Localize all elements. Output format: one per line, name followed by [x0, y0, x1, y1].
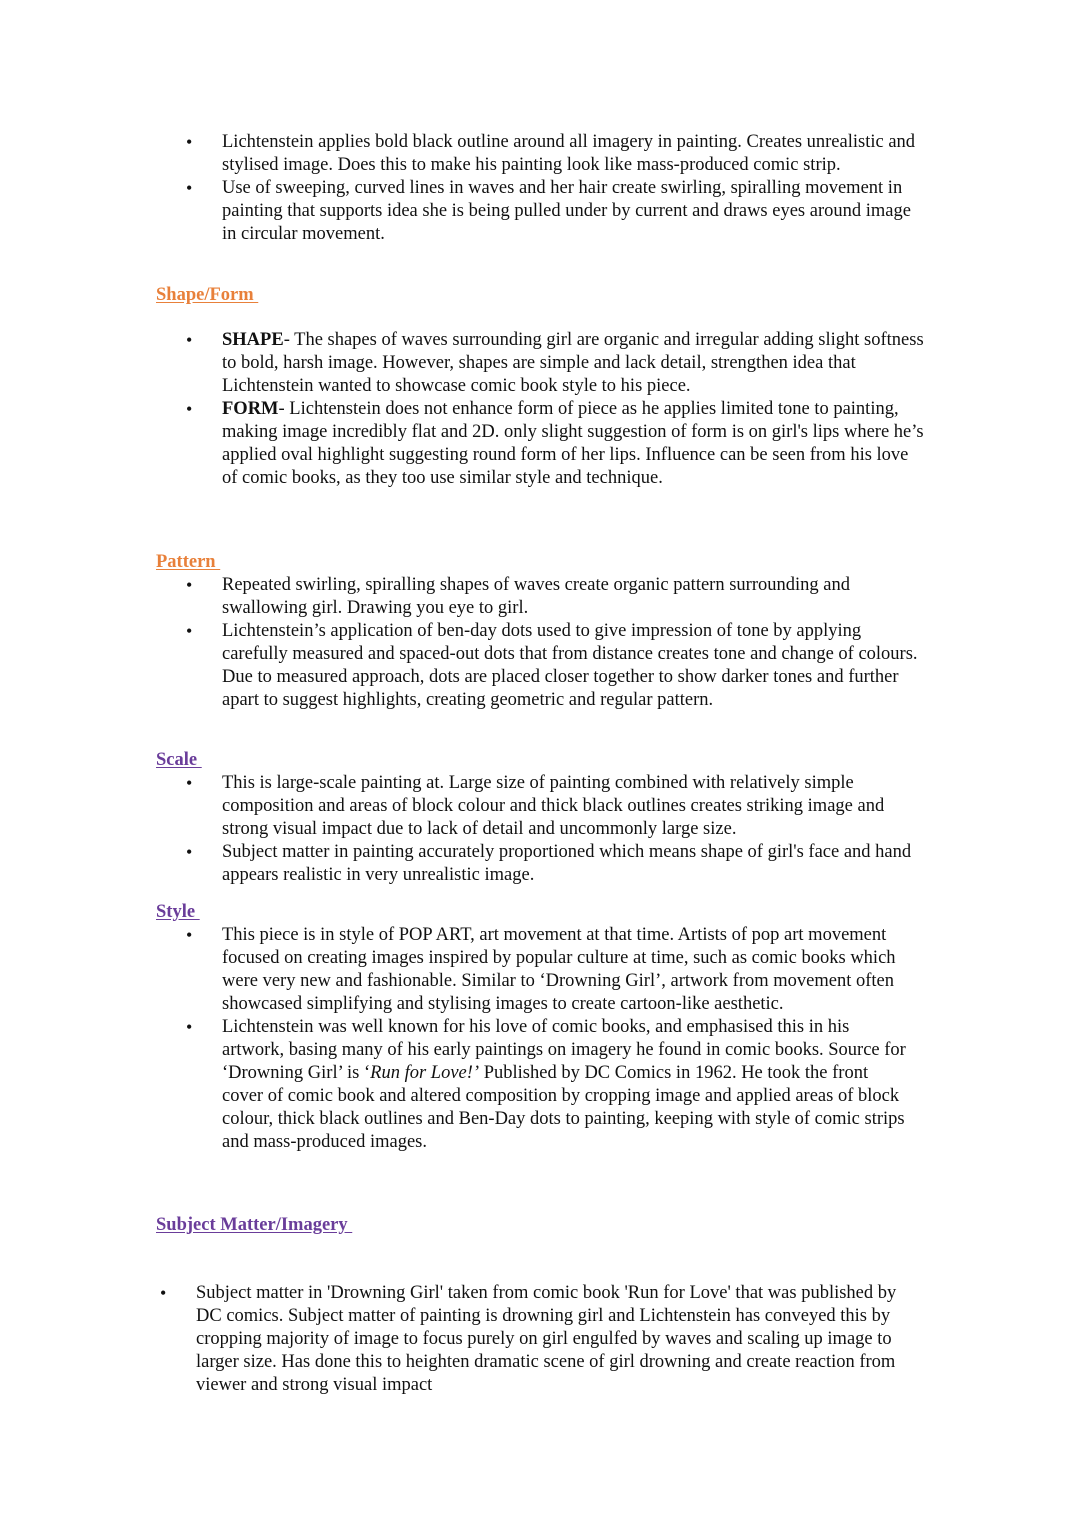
- form-label: FORM: [222, 399, 279, 419]
- list-item: [186, 1016, 912, 1154]
- list-item: [186, 620, 927, 712]
- scale-bullet-list: [186, 772, 932, 887]
- list-item-text: Subject matter in painting accurately proportioned which means shape of girl's face and hand appears realistic in very unrealistic image.: [222, 842, 912, 885]
- list-item-text: This piece is in style of POP ART, art movement at that time. Artists of pop art movement focused on creating images inspired by popular culture at time, such as comic books which were very new and fashionable. Similar to ‘Drowning Girl’, artwork from movement often showcased simplifying and stylising images to create cartoon-like aesthetic.: [222, 925, 896, 1014]
- list-item-text: This is large-scale painting at. Large size of painting combined with relatively simple composition and areas of block colour and thick black outlines creates striking image and strong visual impact due to lack of detail and uncommonly large size.: [222, 773, 885, 839]
- list-item: [186, 329, 927, 398]
- list-item-text: Repeated swirling, spiralling shapes of waves create organic pattern surrounding and swallowing girl. Drawing you eye to girl.: [222, 575, 850, 618]
- bullet-icon: •: [186, 1017, 193, 1037]
- pattern-bullet-list: [186, 574, 927, 712]
- list-item-text-part: Lichtenstein was well known for his love of comic books, and emphasised this in his artwork, basing many of his early paintings on imagery he found in comic books. Source for ‘Drowning Girl’ is ‘: [222, 1017, 906, 1083]
- list-item-text: Lichtenstein’s application of ben-day dots used to give impression of tone by applying carefully measured and spaced-out dots that from distance creates tone and change of colours. Due to measured approach, dots are placed closer together to show darker tones and further apart to suggest highlights, creating geometric and regular pattern.: [222, 621, 918, 710]
- list-item-text-part: Published by DC Comics in 1962. He took the front cover of comic book and altered composition by cropping image and applied areas of block colour, thick black outlines and Ben-Day dots to painting, keeping with style of comic strips and mass-produced images.: [222, 1063, 905, 1152]
- list-item: [186, 574, 927, 620]
- bullet-icon: •: [186, 925, 193, 945]
- shape-label: SHAPE: [222, 330, 284, 350]
- section-heading-shape-form: Shape/Form: [156, 285, 259, 305]
- section-heading-pattern: Pattern: [156, 552, 221, 572]
- bullet-icon: •: [186, 842, 193, 862]
- shape-form-bullet-list: [186, 329, 927, 490]
- bullet-icon: •: [186, 575, 193, 595]
- list-item: [186, 131, 927, 177]
- section-heading-style: Style: [156, 902, 200, 922]
- list-item: [186, 398, 927, 490]
- form-text: - Lichtenstein does not enhance form of piece as he applies limited tone to painting, making image incredibly flat and 2D. only slight suggestion of form is on girl's lips where he’s applied oval highlight suggesting round form of her lips. Influence can be seen from his love of comic books, as they too use similar style and technique.: [222, 399, 924, 488]
- comic-title: Run for Love!’: [370, 1063, 480, 1083]
- list-item: [186, 924, 912, 1016]
- list-item-text: Lichtenstein applies bold black outline around all imagery in painting. Creates unrealistic and stylised image. Does this to make his painting look like mass-produced comic strip.: [222, 132, 916, 175]
- section-heading-subject-matter: Subject Matter/Imagery: [156, 1215, 353, 1235]
- bullet-icon: •: [186, 132, 193, 152]
- bullet-icon: •: [186, 773, 193, 793]
- bullet-icon: •: [160, 1283, 167, 1303]
- list-item: [186, 841, 932, 887]
- list-item: [186, 177, 927, 246]
- list-item-text: Use of sweeping, curved lines in waves and her hair create swirling, spiralling movement in painting that supports idea she is being pulled under by current and draws eyes around image in circular movement.: [222, 178, 911, 244]
- bullet-icon: •: [186, 330, 193, 350]
- section-heading-scale: Scale: [156, 750, 202, 770]
- bullet-icon: •: [186, 621, 193, 641]
- subject-bullet-list: [160, 1282, 921, 1397]
- bullet-icon: •: [186, 399, 193, 419]
- style-bullet-list: [186, 924, 912, 1154]
- line-bullet-list: [186, 131, 927, 246]
- list-item: [186, 772, 932, 841]
- bullet-icon: •: [186, 178, 193, 198]
- shape-text: - The shapes of waves surrounding girl are organic and irregular adding slight softness to bold, harsh image. However, shapes are simple and lack detail, strengthen idea that Lichtenstein wanted to showcase comic book style to his piece.: [222, 330, 924, 396]
- list-item-text: Subject matter in 'Drowning Girl' taken from comic book 'Run for Love' that was published by DC comics. Subject matter of painting is drowning girl and Lichtenstein has conveyed this by cropping majority of image to focus purely on girl engulfed by waves and scaling up image to larger size. Has done this to heighten dramatic scene of girl drowning and create reaction from viewer and strong visual impact: [196, 1283, 897, 1395]
- list-item: [160, 1282, 921, 1397]
